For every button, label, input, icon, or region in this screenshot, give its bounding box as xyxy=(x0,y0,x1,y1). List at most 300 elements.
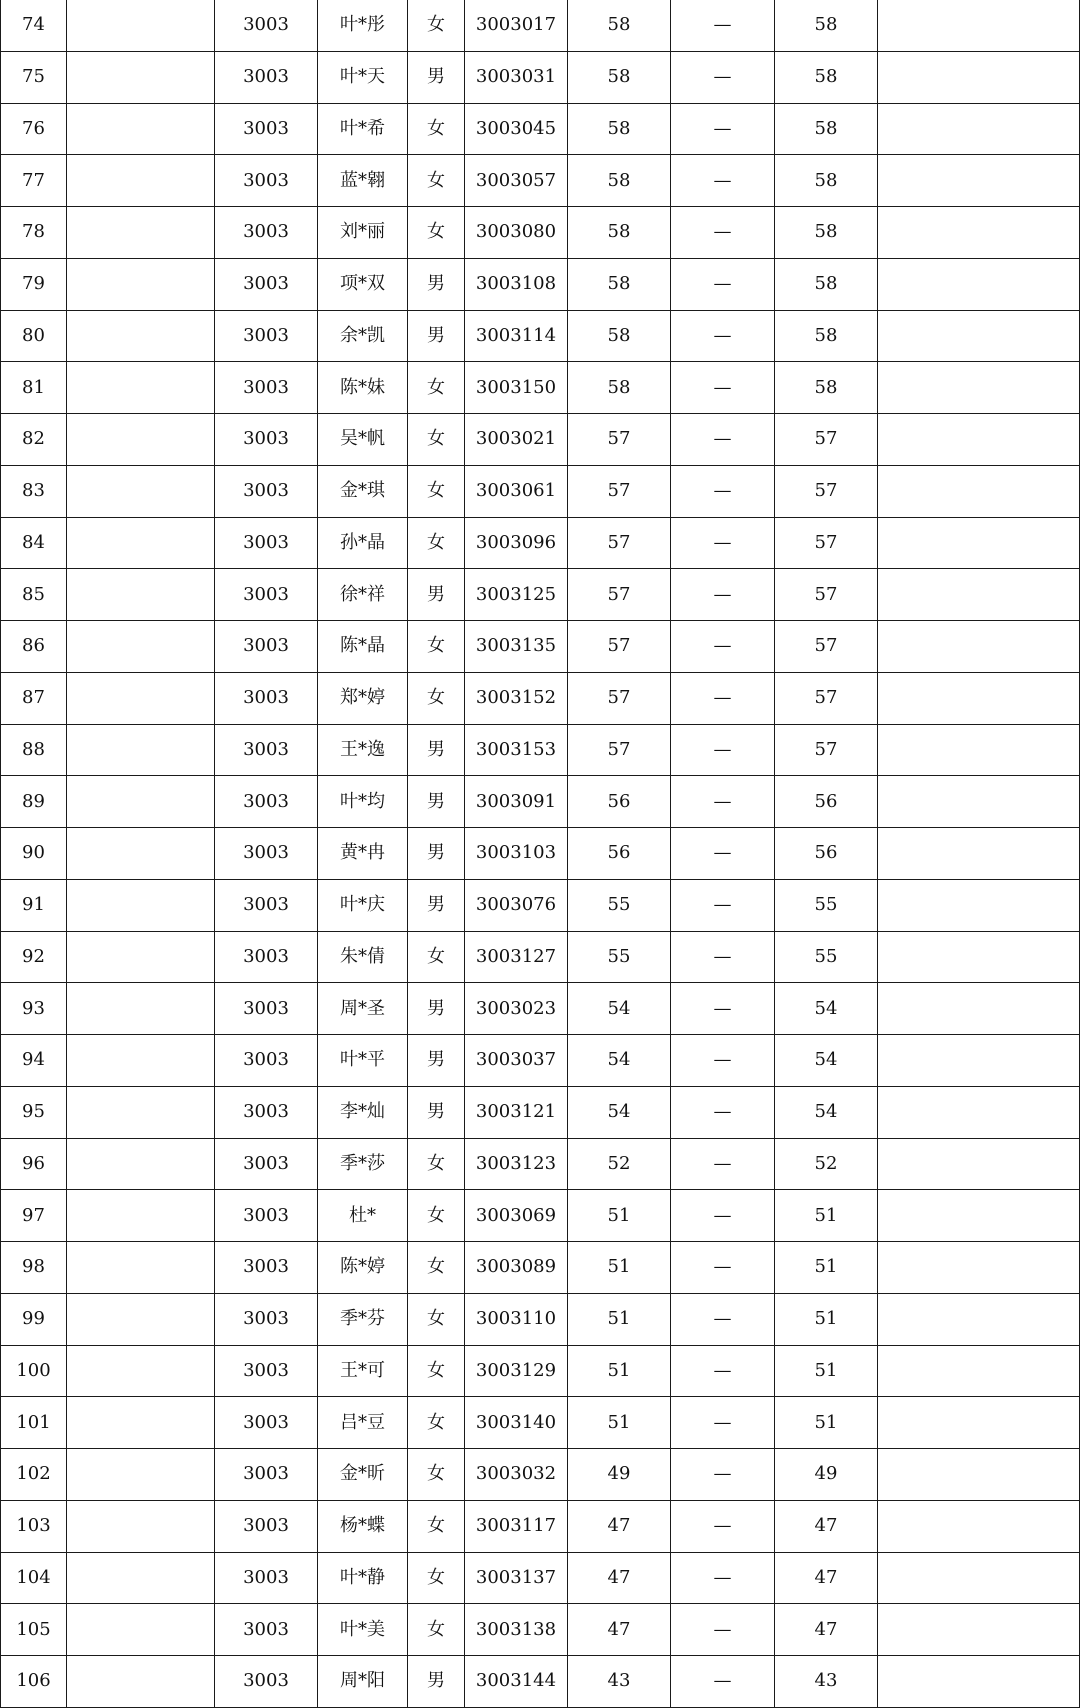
code-cell: 3003 xyxy=(215,1656,318,1708)
table-row xyxy=(1,51,1080,103)
extra-score-cell: — xyxy=(671,258,775,310)
extra-score-cell: — xyxy=(671,1138,775,1190)
sex-cell: 男 xyxy=(408,569,465,621)
remark-cell xyxy=(878,103,1080,155)
blank-cell xyxy=(67,1190,215,1242)
extra-score-cell: — xyxy=(671,517,775,569)
exam-number-cell: 3003023 xyxy=(465,983,568,1035)
name-cell: 杜* xyxy=(318,1190,408,1242)
seq-cell: 76 xyxy=(1,103,67,155)
exam-number-cell: 3003144 xyxy=(465,1656,568,1708)
score-cell: 58 xyxy=(568,258,671,310)
score-cell: 52 xyxy=(568,1138,671,1190)
seq-cell: 98 xyxy=(1,1242,67,1294)
total-score-cell: 47 xyxy=(775,1500,878,1552)
exam-number-cell: 3003137 xyxy=(465,1552,568,1604)
code-cell: 3003 xyxy=(215,828,318,880)
blank-cell xyxy=(67,51,215,103)
remark-cell xyxy=(878,1086,1080,1138)
extra-score-cell: — xyxy=(671,983,775,1035)
exam-number-cell: 3003125 xyxy=(465,569,568,621)
blank-cell xyxy=(67,1552,215,1604)
score-cell: 58 xyxy=(568,51,671,103)
table-row xyxy=(1,672,1080,724)
code-cell: 3003 xyxy=(215,1293,318,1345)
score-cell: 58 xyxy=(568,362,671,414)
table-row xyxy=(1,207,1080,259)
name-cell: 杨*蝶 xyxy=(318,1500,408,1552)
name-cell: 陈*晶 xyxy=(318,621,408,673)
table-row xyxy=(1,1190,1080,1242)
seq-cell: 92 xyxy=(1,931,67,983)
sex-cell: 女 xyxy=(408,1397,465,1449)
extra-score-cell: — xyxy=(671,51,775,103)
extra-score-cell: — xyxy=(671,828,775,880)
extra-score-cell: — xyxy=(671,1293,775,1345)
total-score-cell: 54 xyxy=(775,1086,878,1138)
table-row xyxy=(1,1293,1080,1345)
table-row xyxy=(1,517,1080,569)
score-cell: 54 xyxy=(568,983,671,1035)
score-cell: 51 xyxy=(568,1397,671,1449)
code-cell: 3003 xyxy=(215,879,318,931)
sex-cell: 女 xyxy=(408,1552,465,1604)
score-cell: 57 xyxy=(568,465,671,517)
exam-number-cell: 3003114 xyxy=(465,310,568,362)
exam-number-cell: 3003076 xyxy=(465,879,568,931)
blank-cell xyxy=(67,1293,215,1345)
sex-cell: 女 xyxy=(408,931,465,983)
exam-number-cell: 3003129 xyxy=(465,1345,568,1397)
blank-cell xyxy=(67,776,215,828)
remark-cell xyxy=(878,1656,1080,1708)
table-row xyxy=(1,1035,1080,1087)
seq-cell: 75 xyxy=(1,51,67,103)
code-cell: 3003 xyxy=(215,1138,318,1190)
sex-cell: 男 xyxy=(408,1656,465,1708)
table-row xyxy=(1,465,1080,517)
blank-cell xyxy=(67,569,215,621)
score-cell: 51 xyxy=(568,1345,671,1397)
exam-number-cell: 3003153 xyxy=(465,724,568,776)
sex-cell: 女 xyxy=(408,414,465,466)
name-cell: 叶*希 xyxy=(318,103,408,155)
table-row xyxy=(1,931,1080,983)
exam-number-cell: 3003121 xyxy=(465,1086,568,1138)
code-cell: 3003 xyxy=(215,1345,318,1397)
blank-cell xyxy=(67,672,215,724)
seq-cell: 96 xyxy=(1,1138,67,1190)
total-score-cell: 58 xyxy=(775,362,878,414)
score-cell: 57 xyxy=(568,621,671,673)
code-cell: 3003 xyxy=(215,931,318,983)
extra-score-cell: — xyxy=(671,1656,775,1708)
extra-score-cell: — xyxy=(671,776,775,828)
sex-cell: 女 xyxy=(408,1138,465,1190)
code-cell: 3003 xyxy=(215,155,318,207)
blank-cell xyxy=(67,1500,215,1552)
name-cell: 孙*晶 xyxy=(318,517,408,569)
total-score-cell: 51 xyxy=(775,1293,878,1345)
remark-cell xyxy=(878,1138,1080,1190)
extra-score-cell: — xyxy=(671,931,775,983)
score-cell: 58 xyxy=(568,310,671,362)
total-score-cell: 58 xyxy=(775,103,878,155)
seq-cell: 103 xyxy=(1,1500,67,1552)
table-row xyxy=(1,828,1080,880)
exam-number-cell: 3003110 xyxy=(465,1293,568,1345)
table-row xyxy=(1,310,1080,362)
blank-cell xyxy=(67,931,215,983)
blank-cell xyxy=(67,879,215,931)
exam-number-cell: 3003150 xyxy=(465,362,568,414)
blank-cell xyxy=(67,362,215,414)
blank-cell xyxy=(67,1397,215,1449)
total-score-cell: 57 xyxy=(775,465,878,517)
exam-number-cell: 3003091 xyxy=(465,776,568,828)
code-cell: 3003 xyxy=(215,672,318,724)
total-score-cell: 58 xyxy=(775,155,878,207)
remark-cell xyxy=(878,983,1080,1035)
seq-cell: 78 xyxy=(1,207,67,259)
extra-score-cell: — xyxy=(671,724,775,776)
table-row xyxy=(1,103,1080,155)
sex-cell: 女 xyxy=(408,672,465,724)
name-cell: 刘*丽 xyxy=(318,207,408,259)
blank-cell xyxy=(67,310,215,362)
exam-number-cell: 3003057 xyxy=(465,155,568,207)
score-cell: 55 xyxy=(568,879,671,931)
code-cell: 3003 xyxy=(215,362,318,414)
code-cell: 3003 xyxy=(215,258,318,310)
table-row xyxy=(1,155,1080,207)
name-cell: 郑*婷 xyxy=(318,672,408,724)
seq-cell: 88 xyxy=(1,724,67,776)
seq-cell: 82 xyxy=(1,414,67,466)
blank-cell xyxy=(67,621,215,673)
name-cell: 金*琪 xyxy=(318,465,408,517)
exam-number-cell: 3003017 xyxy=(465,0,568,51)
extra-score-cell: — xyxy=(671,1500,775,1552)
seq-cell: 102 xyxy=(1,1449,67,1501)
seq-cell: 104 xyxy=(1,1552,67,1604)
code-cell: 3003 xyxy=(215,776,318,828)
total-score-cell: 57 xyxy=(775,414,878,466)
extra-score-cell: — xyxy=(671,362,775,414)
remark-cell xyxy=(878,1242,1080,1294)
sex-cell: 男 xyxy=(408,1086,465,1138)
sex-cell: 女 xyxy=(408,1604,465,1656)
remark-cell xyxy=(878,776,1080,828)
extra-score-cell: — xyxy=(671,0,775,51)
extra-score-cell: — xyxy=(671,1397,775,1449)
sex-cell: 女 xyxy=(408,362,465,414)
seq-cell: 81 xyxy=(1,362,67,414)
table-row xyxy=(1,0,1080,51)
remark-cell xyxy=(878,414,1080,466)
seq-cell: 85 xyxy=(1,569,67,621)
sex-cell: 女 xyxy=(408,1500,465,1552)
table-row xyxy=(1,879,1080,931)
blank-cell xyxy=(67,517,215,569)
table-row xyxy=(1,621,1080,673)
code-cell: 3003 xyxy=(215,724,318,776)
total-score-cell: 54 xyxy=(775,1035,878,1087)
seq-cell: 83 xyxy=(1,465,67,517)
name-cell: 季*芬 xyxy=(318,1293,408,1345)
remark-cell xyxy=(878,931,1080,983)
name-cell: 吴*帆 xyxy=(318,414,408,466)
seq-cell: 100 xyxy=(1,1345,67,1397)
name-cell: 吕*豆 xyxy=(318,1397,408,1449)
remark-cell xyxy=(878,569,1080,621)
remark-cell xyxy=(878,207,1080,259)
score-cell: 54 xyxy=(568,1086,671,1138)
name-cell: 叶*天 xyxy=(318,51,408,103)
code-cell: 3003 xyxy=(215,51,318,103)
blank-cell xyxy=(67,1449,215,1501)
total-score-cell: 57 xyxy=(775,724,878,776)
sex-cell: 女 xyxy=(408,155,465,207)
remark-cell xyxy=(878,362,1080,414)
blank-cell xyxy=(67,1242,215,1294)
blank-cell xyxy=(67,0,215,51)
score-cell: 56 xyxy=(568,776,671,828)
seq-cell: 86 xyxy=(1,621,67,673)
seq-cell: 79 xyxy=(1,258,67,310)
table-row xyxy=(1,724,1080,776)
table-row xyxy=(1,414,1080,466)
remark-cell xyxy=(878,621,1080,673)
code-cell: 3003 xyxy=(215,1242,318,1294)
table-row xyxy=(1,1449,1080,1501)
sex-cell: 男 xyxy=(408,828,465,880)
exam-number-cell: 3003021 xyxy=(465,414,568,466)
score-cell: 58 xyxy=(568,103,671,155)
seq-cell: 94 xyxy=(1,1035,67,1087)
name-cell: 叶*庆 xyxy=(318,879,408,931)
name-cell: 余*凯 xyxy=(318,310,408,362)
seq-cell: 106 xyxy=(1,1656,67,1708)
name-cell: 项*双 xyxy=(318,258,408,310)
name-cell: 徐*祥 xyxy=(318,569,408,621)
score-cell: 57 xyxy=(568,517,671,569)
seq-cell: 80 xyxy=(1,310,67,362)
code-cell: 3003 xyxy=(215,983,318,1035)
blank-cell xyxy=(67,1086,215,1138)
sex-cell: 男 xyxy=(408,51,465,103)
total-score-cell: 55 xyxy=(775,931,878,983)
remark-cell xyxy=(878,1604,1080,1656)
name-cell: 周*圣 xyxy=(318,983,408,1035)
total-score-cell: 56 xyxy=(775,776,878,828)
code-cell: 3003 xyxy=(215,1190,318,1242)
table-row xyxy=(1,569,1080,621)
table-row xyxy=(1,1656,1080,1708)
total-score-cell: 51 xyxy=(775,1345,878,1397)
total-score-cell: 47 xyxy=(775,1604,878,1656)
seq-cell: 91 xyxy=(1,879,67,931)
remark-cell xyxy=(878,1500,1080,1552)
exam-number-cell: 3003103 xyxy=(465,828,568,880)
remark-cell xyxy=(878,724,1080,776)
extra-score-cell: — xyxy=(671,207,775,259)
code-cell: 3003 xyxy=(215,1449,318,1501)
total-score-cell: 47 xyxy=(775,1552,878,1604)
name-cell: 叶*静 xyxy=(318,1552,408,1604)
table-row xyxy=(1,1086,1080,1138)
exam-number-cell: 3003089 xyxy=(465,1242,568,1294)
table-row xyxy=(1,1138,1080,1190)
extra-score-cell: — xyxy=(671,621,775,673)
code-cell: 3003 xyxy=(215,621,318,673)
blank-cell xyxy=(67,414,215,466)
sex-cell: 女 xyxy=(408,207,465,259)
name-cell: 朱*倩 xyxy=(318,931,408,983)
extra-score-cell: — xyxy=(671,1449,775,1501)
score-cell: 57 xyxy=(568,724,671,776)
table-row xyxy=(1,1552,1080,1604)
sex-cell: 女 xyxy=(408,1449,465,1501)
remark-cell xyxy=(878,1552,1080,1604)
seq-cell: 97 xyxy=(1,1190,67,1242)
blank-cell xyxy=(67,1604,215,1656)
sex-cell: 男 xyxy=(408,258,465,310)
name-cell: 金*昕 xyxy=(318,1449,408,1501)
exam-number-cell: 3003152 xyxy=(465,672,568,724)
name-cell: 王*逸 xyxy=(318,724,408,776)
remark-cell xyxy=(878,0,1080,51)
code-cell: 3003 xyxy=(215,0,318,51)
blank-cell xyxy=(67,1035,215,1087)
sex-cell: 男 xyxy=(408,1035,465,1087)
remark-cell xyxy=(878,310,1080,362)
sex-cell: 女 xyxy=(408,103,465,155)
table-row xyxy=(1,776,1080,828)
sex-cell: 女 xyxy=(408,465,465,517)
seq-cell: 89 xyxy=(1,776,67,828)
extra-score-cell: — xyxy=(671,1242,775,1294)
code-cell: 3003 xyxy=(215,569,318,621)
score-cell: 54 xyxy=(568,1035,671,1087)
extra-score-cell: — xyxy=(671,155,775,207)
remark-cell xyxy=(878,879,1080,931)
table-row xyxy=(1,362,1080,414)
score-cell: 58 xyxy=(568,207,671,259)
extra-score-cell: — xyxy=(671,1604,775,1656)
total-score-cell: 49 xyxy=(775,1449,878,1501)
score-cell: 57 xyxy=(568,569,671,621)
name-cell: 叶*均 xyxy=(318,776,408,828)
seq-cell: 105 xyxy=(1,1604,67,1656)
blank-cell xyxy=(67,1345,215,1397)
total-score-cell: 58 xyxy=(775,51,878,103)
exam-number-cell: 3003140 xyxy=(465,1397,568,1449)
exam-number-cell: 3003096 xyxy=(465,517,568,569)
extra-score-cell: — xyxy=(671,1552,775,1604)
score-cell: 43 xyxy=(568,1656,671,1708)
score-cell: 49 xyxy=(568,1449,671,1501)
score-cell: 57 xyxy=(568,672,671,724)
exam-number-cell: 3003080 xyxy=(465,207,568,259)
total-score-cell: 57 xyxy=(775,672,878,724)
sex-cell: 男 xyxy=(408,310,465,362)
exam-number-cell: 3003061 xyxy=(465,465,568,517)
exam-number-cell: 3003045 xyxy=(465,103,568,155)
table-row xyxy=(1,1397,1080,1449)
score-cell: 51 xyxy=(568,1242,671,1294)
total-score-cell: 51 xyxy=(775,1190,878,1242)
remark-cell xyxy=(878,258,1080,310)
exam-number-cell: 3003123 xyxy=(465,1138,568,1190)
extra-score-cell: — xyxy=(671,879,775,931)
code-cell: 3003 xyxy=(215,207,318,259)
sex-cell: 女 xyxy=(408,621,465,673)
code-cell: 3003 xyxy=(215,1604,318,1656)
blank-cell xyxy=(67,983,215,1035)
remark-cell xyxy=(878,517,1080,569)
remark-cell xyxy=(878,1035,1080,1087)
name-cell: 陈*妹 xyxy=(318,362,408,414)
table-row xyxy=(1,258,1080,310)
extra-score-cell: — xyxy=(671,1035,775,1087)
blank-cell xyxy=(67,828,215,880)
code-cell: 3003 xyxy=(215,1500,318,1552)
seq-cell: 77 xyxy=(1,155,67,207)
remark-cell xyxy=(878,1449,1080,1501)
score-cell: 47 xyxy=(568,1604,671,1656)
seq-cell: 87 xyxy=(1,672,67,724)
sex-cell: 女 xyxy=(408,1293,465,1345)
extra-score-cell: — xyxy=(671,1345,775,1397)
seq-cell: 93 xyxy=(1,983,67,1035)
code-cell: 3003 xyxy=(215,1086,318,1138)
exam-number-cell: 3003127 xyxy=(465,931,568,983)
remark-cell xyxy=(878,828,1080,880)
code-cell: 3003 xyxy=(215,414,318,466)
table-row xyxy=(1,1500,1080,1552)
table-row xyxy=(1,1345,1080,1397)
code-cell: 3003 xyxy=(215,1035,318,1087)
table-row xyxy=(1,1604,1080,1656)
score-cell: 51 xyxy=(568,1190,671,1242)
sex-cell: 女 xyxy=(408,0,465,51)
sex-cell: 女 xyxy=(408,517,465,569)
score-cell: 47 xyxy=(568,1552,671,1604)
total-score-cell: 58 xyxy=(775,0,878,51)
exam-number-cell: 3003069 xyxy=(465,1190,568,1242)
remark-cell xyxy=(878,672,1080,724)
extra-score-cell: — xyxy=(671,103,775,155)
total-score-cell: 54 xyxy=(775,983,878,1035)
score-cell: 56 xyxy=(568,828,671,880)
exam-number-cell: 3003117 xyxy=(465,1500,568,1552)
remark-cell xyxy=(878,155,1080,207)
blank-cell xyxy=(67,155,215,207)
name-cell: 黄*冉 xyxy=(318,828,408,880)
code-cell: 3003 xyxy=(215,465,318,517)
blank-cell xyxy=(67,103,215,155)
remark-cell xyxy=(878,1190,1080,1242)
seq-cell: 90 xyxy=(1,828,67,880)
total-score-cell: 43 xyxy=(775,1656,878,1708)
extra-score-cell: — xyxy=(671,414,775,466)
remark-cell xyxy=(878,465,1080,517)
seq-cell: 101 xyxy=(1,1397,67,1449)
name-cell: 叶*平 xyxy=(318,1035,408,1087)
total-score-cell: 58 xyxy=(775,258,878,310)
name-cell: 陈*婷 xyxy=(318,1242,408,1294)
